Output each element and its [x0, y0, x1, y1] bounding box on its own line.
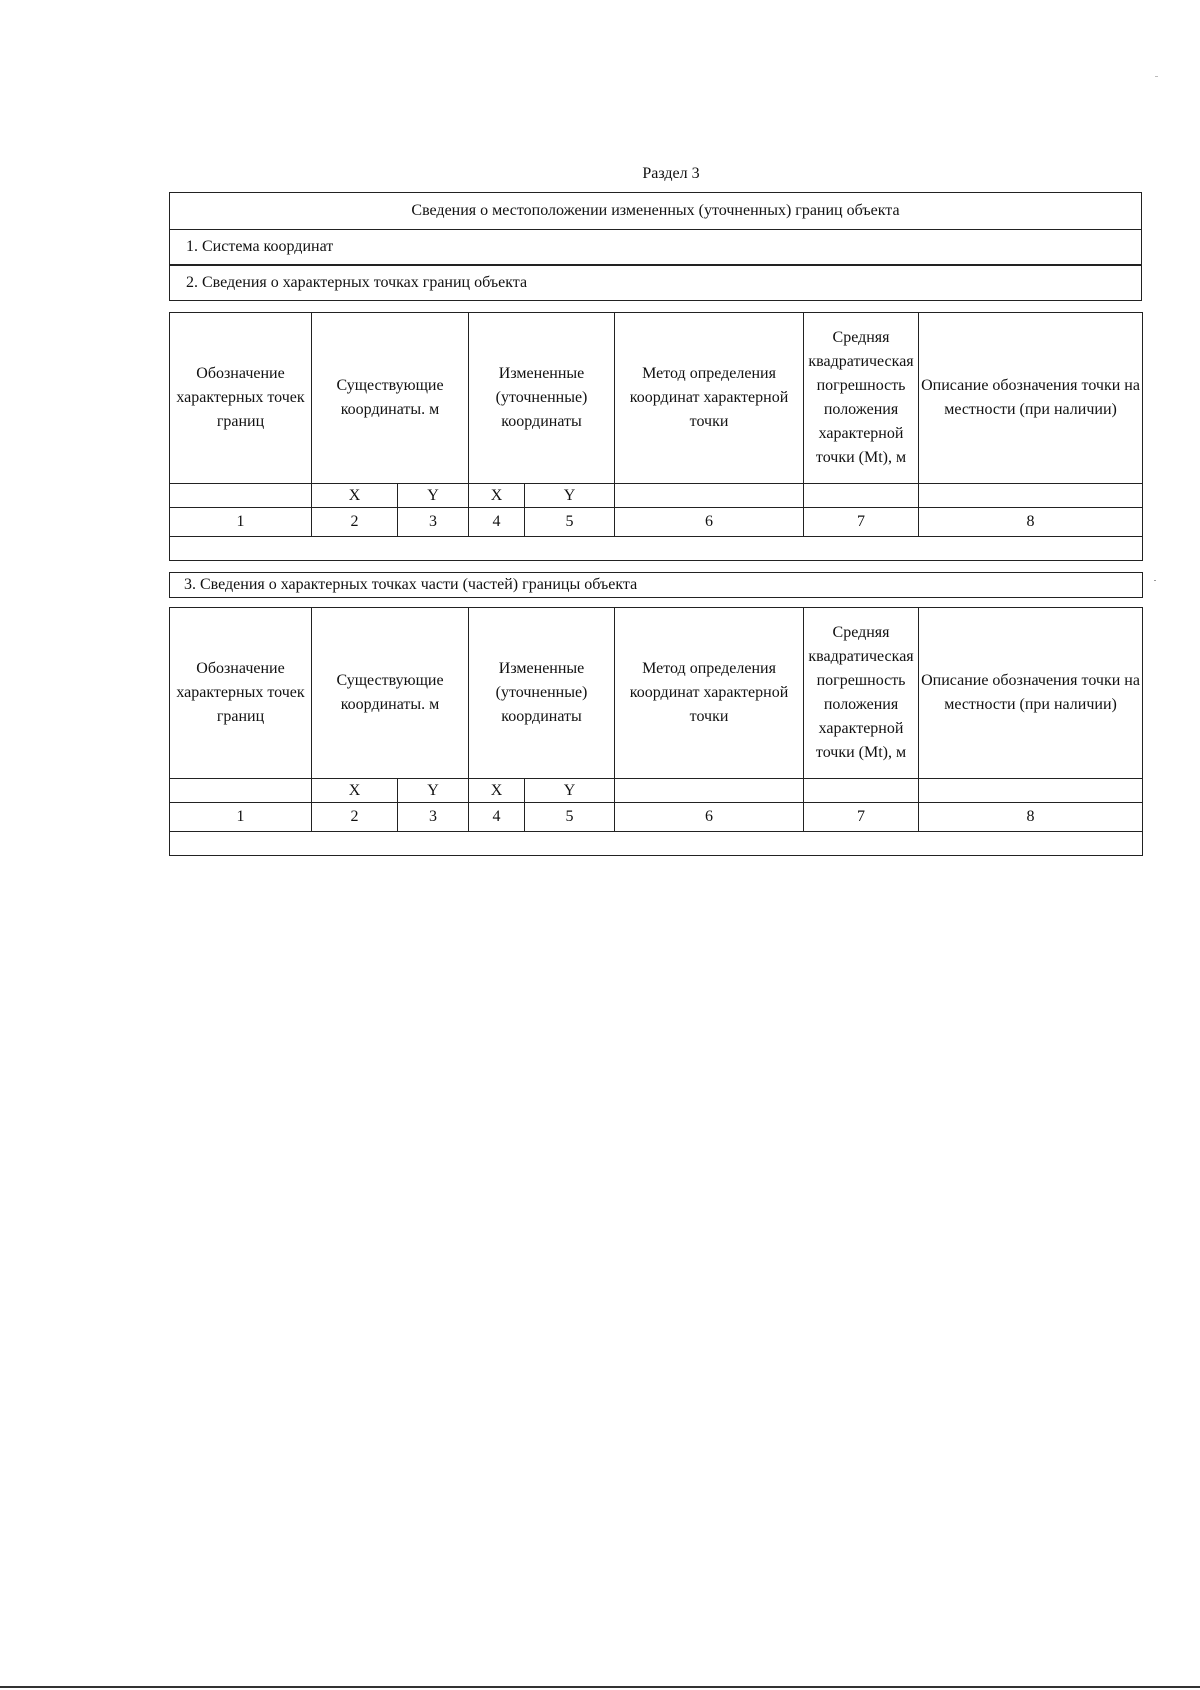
empty-data-row	[170, 832, 1143, 856]
sub-empty-cell	[170, 484, 312, 508]
part-points-table	[169, 607, 1143, 856]
col-number: 2	[312, 803, 398, 832]
col-number: 5	[525, 803, 615, 832]
boundary-points-table	[169, 312, 1143, 561]
sub-y-changed: Y	[525, 779, 615, 803]
col-existing-header: Существующие координаты. м	[312, 608, 469, 779]
col-number: 6	[615, 803, 804, 832]
sub-x-changed: X	[469, 779, 525, 803]
col-number: 6	[615, 508, 804, 537]
col-description-header: Описание обозначения точки на местности (при наличии)	[919, 313, 1143, 484]
col-number: 1	[170, 803, 312, 832]
sub-empty-cell	[170, 779, 312, 803]
col-existing-header: Существующие координаты. м	[312, 313, 469, 484]
coord-system-row: 1. Система координат	[169, 229, 1142, 265]
col-number: 1	[170, 508, 312, 537]
col-changed-header: Измененные (уточненные) координаты	[469, 608, 615, 779]
sub-x-existing: X	[312, 484, 398, 508]
section-title: Раздел 3	[642, 165, 700, 182]
col-error-header: Средняя квадратическая погрешность положения характерной точки (Mt), м	[804, 313, 919, 484]
boundary-points-row: 2. Сведения о характерных точках границ объекта	[169, 265, 1142, 301]
sub-empty-cell	[919, 779, 1143, 803]
sub-y-existing: Y	[398, 484, 469, 508]
col-number: 4	[469, 803, 525, 832]
sub-empty-cell	[615, 484, 804, 508]
col-method-header: Метод определения координат характерной точки	[615, 313, 804, 484]
empty-data-row	[170, 537, 1143, 561]
scan-speck	[1155, 76, 1158, 77]
col-number: 7	[804, 508, 919, 537]
col-number: 8	[919, 508, 1143, 537]
col-number: 3	[398, 508, 469, 537]
document-header: Сведения о местоположении измененных (уточненных) границ объекта	[169, 192, 1142, 230]
col-number: 5	[525, 508, 615, 537]
col-number: 4	[469, 508, 525, 537]
scan-speck	[1154, 580, 1156, 581]
sub-empty-cell	[804, 484, 919, 508]
col-number: 3	[398, 803, 469, 832]
sub-empty-cell	[804, 779, 919, 803]
col-error-header: Средняя квадратическая погрешность положения характерной точки (Mt), м	[804, 608, 919, 779]
sub-empty-cell	[919, 484, 1143, 508]
part-points-row: 3. Сведения о характерных точках части (частей) границы объекта	[169, 572, 1143, 598]
col-designation-header: Обозначение характерных точек границ	[170, 608, 312, 779]
page-bottom-rule	[0, 1686, 1200, 1688]
col-number: 8	[919, 803, 1143, 832]
col-changed-header: Измененные (уточненные) координаты	[469, 313, 615, 484]
sub-x-existing: X	[312, 779, 398, 803]
sub-y-changed: Y	[525, 484, 615, 508]
col-method-header: Метод определения координат характерной точки	[615, 608, 804, 779]
sub-empty-cell	[615, 779, 804, 803]
col-number: 2	[312, 508, 398, 537]
sub-x-changed: X	[469, 484, 525, 508]
sub-y-existing: Y	[398, 779, 469, 803]
col-description-header: Описание обозначения точки на местности (при наличии)	[919, 608, 1143, 779]
col-designation-header: Обозначение характерных точек границ	[170, 313, 312, 484]
col-number: 7	[804, 803, 919, 832]
